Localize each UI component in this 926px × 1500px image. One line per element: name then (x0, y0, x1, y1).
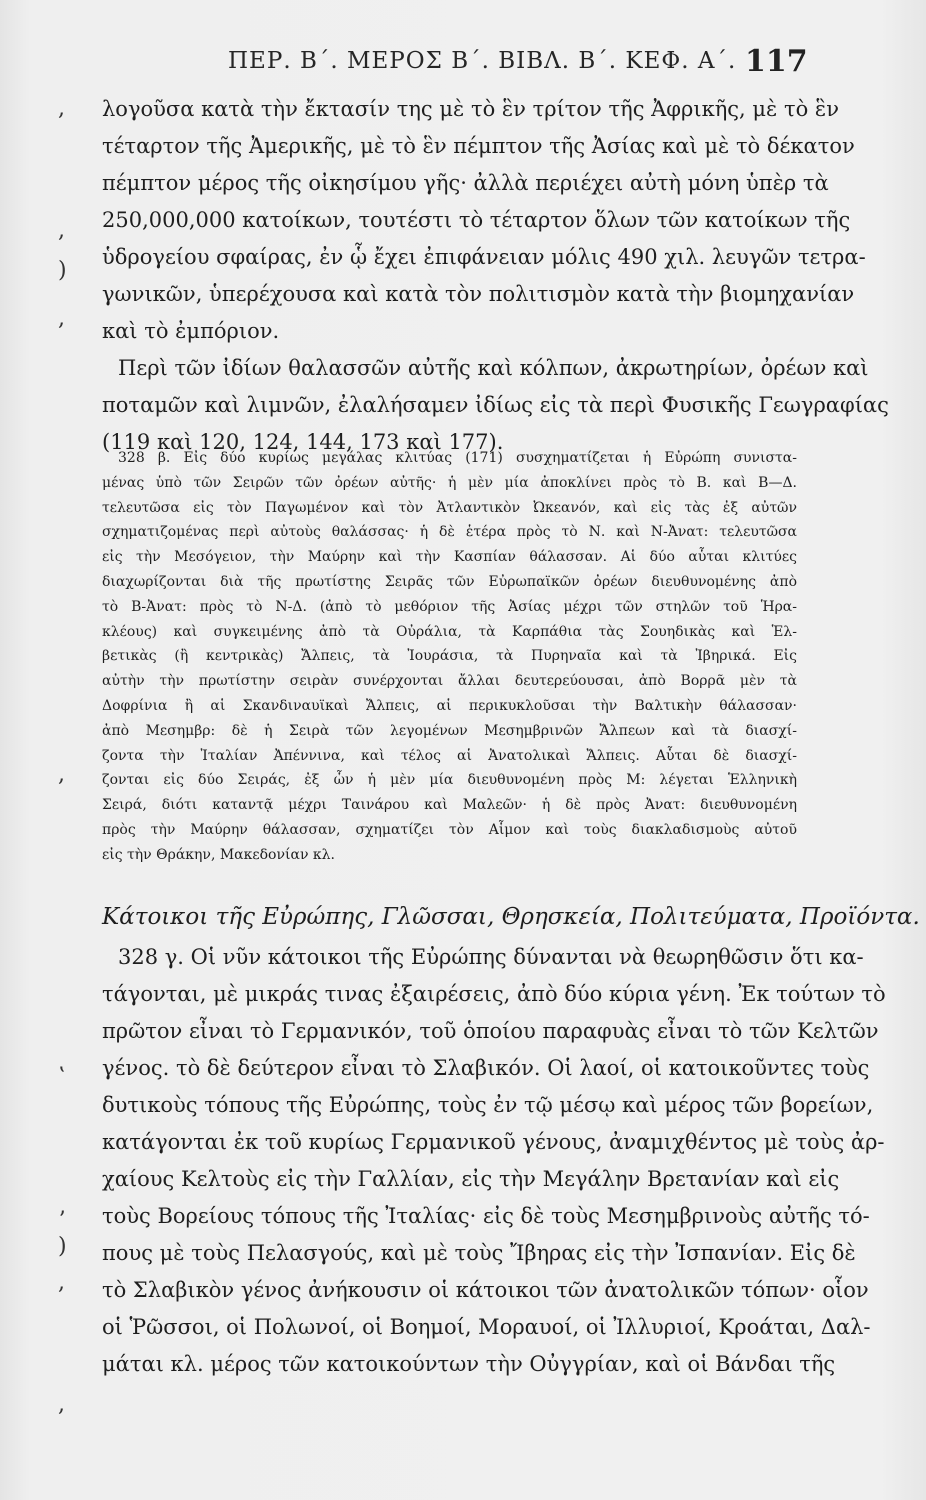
text-line: τὸ Β-Ἀνατ: πρὸς τὸ Ν-Δ. (ἀπὸ τὸ μεθόριον τῆς Ἀσίας μέχρι τῶν στηλῶν τοῦ Ἡρα- (102, 598, 797, 615)
text-line: τοὺς Βορείους τόπους τῆς Ἰταλίας· εἰς δὲ τοὺς Μεσημβρινοὺς αὐτῆς τό- (102, 1204, 870, 1228)
text-line: πους μὲ τοὺς Πελασγούς, καὶ μὲ τοὺς Ἴβηρας εἰς τὴν Ἰσπανίαν. Εἰς δὲ (102, 1241, 856, 1265)
text-line: εἰς τὴν Μεσόγειον, τὴν Μαύρην καὶ τὴν Κασπίαν θάλασσαν. Αἱ δύο αὗται κλιτύες (102, 549, 797, 566)
text-line: δυτικοὺς τόπους τῆς Εὐρώπης, τοὺς ἐν τῷ μέσῳ καὶ μέρος τῶν βορείων, (102, 1093, 874, 1117)
text-line: ἀπὸ Μεσημβρ: δὲ ἡ Σειρὰ τῶν λεγομένων Μεσημβρινῶν Ἄλπεων καὶ τὰ διασχί- (102, 722, 797, 739)
text-line: ζονται εἰς δύο Σειράς, ἐξ ὧν ἡ μὲν μία διευθυνομένη πρὸς Μ: λέγεται Ἑλληνικὴ (102, 772, 797, 789)
text-line: πέμπτον μέρος τῆς οἰκησίμου γῆς· ἀλλὰ περιέχει αὐτὴ μόνη ὑπὲρ τὰ (102, 171, 829, 195)
margin-mark: , (58, 1392, 65, 1417)
margin-mark: , (58, 96, 65, 121)
text-line: 250,000,000 κατοίκων, τουτέστι τὸ τέταρτον ὅλων τῶν κατοίκων τῆς (102, 208, 851, 232)
text-line: ὑδρογείου σφαίρας, ἐν ᾧ ἔχει ἐπιφάνειαν μόλις 490 χιλ. λευγῶν τετρα- (102, 245, 866, 269)
text-line: κλέους) καὶ συγκειμένης ἀπὸ τὰ Οὐράλια, τὰ Καρπάθια τὰς Σουηδικὰς καὶ Ἑλ- (102, 623, 797, 640)
text-line: Δοφρίνια ἢ αἱ Σκανδιναυϊκαὶ Ἄλπεις, αἱ περικυκλοῦσαι τὴν Βαλτικὴν θάλασσαν· (102, 697, 797, 714)
text-line: οἱ Ῥῶσσοι, οἱ Πολωνοί, οἱ Βοημοί, Μοραυοί, οἱ Ἰλλυριοί, Κροάται, Δαλ- (102, 1315, 871, 1339)
text-line: Σειρά, διότι καταντᾷ μέχρι Ταινάρου καὶ Μαλεῶν· ἡ δὲ πρὸς Ἀνατ: διευθυνομένη (102, 797, 797, 814)
text-line: πρῶτον εἶναι τὸ Γερμανικόν, τοῦ ὁποίου παραφυὰς εἶναι τὸ τῶν Κελτῶν (102, 1019, 879, 1043)
margin-mark: , (58, 1270, 65, 1295)
margin-mark: , (58, 306, 65, 331)
section-heading-block (102, 899, 920, 936)
margin-mark: ) (58, 258, 67, 283)
text-line: 328 β. Εἰς δύο κυρίως μεγάλας κλιτύας (171) συσχηματίζεται ἡ Εὐρώπη συνιστα- (118, 450, 797, 466)
body-text-upper (102, 91, 889, 461)
margin-mark: ʽ (58, 1064, 65, 1089)
text-line: πρὸς τὴν Μαύρην θάλασσαν, σχηματίζει τὸν Αἷμον καὶ τοὺς διακλαδισμοὺς αὐτοῦ (102, 821, 797, 838)
text-line: τελευτῶσα εἰς τὸν Παγωμένον καὶ τὸν Ἀτλαντικὸν Ὠκεανόν, καὶ εἰς τὰς ἐξ αὐτῶν (102, 499, 797, 516)
text-line: χαίους Κελτοὺς εἰς τὴν Γαλλίαν, εἰς τὴν Μεγάλην Βρετανίαν καὶ εἰς (102, 1167, 840, 1191)
margin-mark: ) (58, 1234, 67, 1259)
text-line: μάται κλ. μέρος τῶν κατοικούντων τὴν Οὐγγρίαν, καὶ οἱ Βάνδαι τῆς (102, 1352, 836, 1376)
margin-mark: , (58, 218, 65, 243)
small-print-paragraph (102, 446, 797, 868)
text-line: γωνικῶν, ὑπερέχουσα καὶ κατὰ τὸν πολιτισμὸν κατὰ τὴν βιομηχανίαν (102, 282, 855, 306)
body-text-lower (102, 939, 886, 1383)
text-line: ποταμῶν καὶ λιμνῶν, ἐλαλήσαμεν ἰδίως εἰς τὰ περὶ Φυσικῆς Γεωγραφίας (102, 393, 889, 417)
text-line: γένος. τὸ δὲ δεύτερον εἶναι τὸ Σλαβικόν. Οἱ λαοί, οἱ κατοικοῦντες τοὺς (102, 1056, 870, 1080)
text-line: σχηματιζομένας περὶ αὐτοὺς θαλάσσας· ἡ δὲ ἑτέρα πρὸς τὸ Ν. καὶ Ν-Ἀνατ: τελευτῶσα (102, 524, 797, 541)
text-line: εἰς τὴν Θράκην, Μακεδονίαν κλ. (102, 846, 335, 863)
page-header (0, 44, 926, 84)
text-line: (119 καὶ 120, 124, 144, 173 καὶ 177). (102, 430, 504, 454)
margin-mark: , (58, 762, 65, 787)
text-line: κατάγονται ἐκ τοῦ κυρίως Γερμανικοῦ γένους, ἀναμιχθέντος μὲ τοὺς ἀρ- (102, 1130, 885, 1154)
text-line: διαχωρίζονται διὰ τῆς πρωτίστης Σειρᾶς τῶν Εὐρωπαϊκῶν ὀρέων διευθυνομένης ἀπὸ (102, 573, 797, 590)
section-heading: Κάτοικοι τῆς Εὐρώπης, Γλῶσσαι, Θρησκεία, Πολιτεύματα, Προϊόντα. (102, 904, 920, 930)
text-line: ζοντα τὴν Ἰταλίαν Ἀπέννινα, καὶ τέλος αἱ Ἀνατολικαὶ Ἄλπεις. Αὗται δὲ διασχί- (102, 747, 797, 764)
text-line: καὶ τὸ ἐμπόριον. (102, 319, 280, 343)
page-number: 117 (745, 44, 808, 79)
margin-mark: ʼ (58, 1208, 65, 1233)
text-line: Περὶ τῶν ἰδίων θαλασσῶν αὐτῆς καὶ κόλπων, ἀκρωτηρίων, ὀρέων καὶ (118, 356, 869, 380)
text-line: τάγονται, μὲ μικράς τινας ἐξαιρέσεις, ἀπὸ δύο κύρια γένη. Ἐκ τούτων τὸ (102, 982, 886, 1006)
text-line: αὐτὴν τὴν πρωτίστην σειρὰν συνέρχονται ἄλλαι δευτερεύουσαι, ἀπὸ Βορρᾶ μὲν τὰ (102, 673, 797, 690)
running-head: ΠΕΡ. Β΄. ΜΕΡΟΣ Β΄. ΒΙΒΛ. Β΄. ΚΕΦ. Α΄. (228, 48, 737, 74)
text-line: βετικὰς (ἢ κεντρικὰς) Ἄλπεις, τὰ Ἰουράσια, τὰ Πυρηναῖα καὶ τὰ Ἰβηρικά. Εἰς (102, 648, 797, 665)
text-line: τέταρτον τῆς Ἀμερικῆς, μὲ τὸ ἓν πέμπτον τῆς Ἀσίας καὶ μὲ τὸ δέκατον (102, 134, 855, 158)
text-line: τὸ Σλαβικὸν γένος ἀνήκουσιν οἱ κάτοικοι τῶν ἀνατολικῶν τόπων· οἷον (102, 1278, 869, 1302)
text-line: μένας ὑπὸ τῶν Σειρῶν τῶν ὀρέων αὐτῆς· ἡ μὲν μία ἀποκλίνει πρὸς τὸ Β. καὶ Β—Δ. (102, 474, 797, 491)
text-line: 328 γ. Οἱ νῦν κάτοικοι τῆς Εὐρώπης δύνανται νὰ θεωρηθῶσιν ὅτι κα- (118, 945, 864, 969)
text-line: λογοῦσα κατὰ τὴν ἔκτασίν της μὲ τὸ ἓν τρίτον τῆς Ἀφρικῆς, μὲ τὸ ἓν (102, 97, 839, 121)
